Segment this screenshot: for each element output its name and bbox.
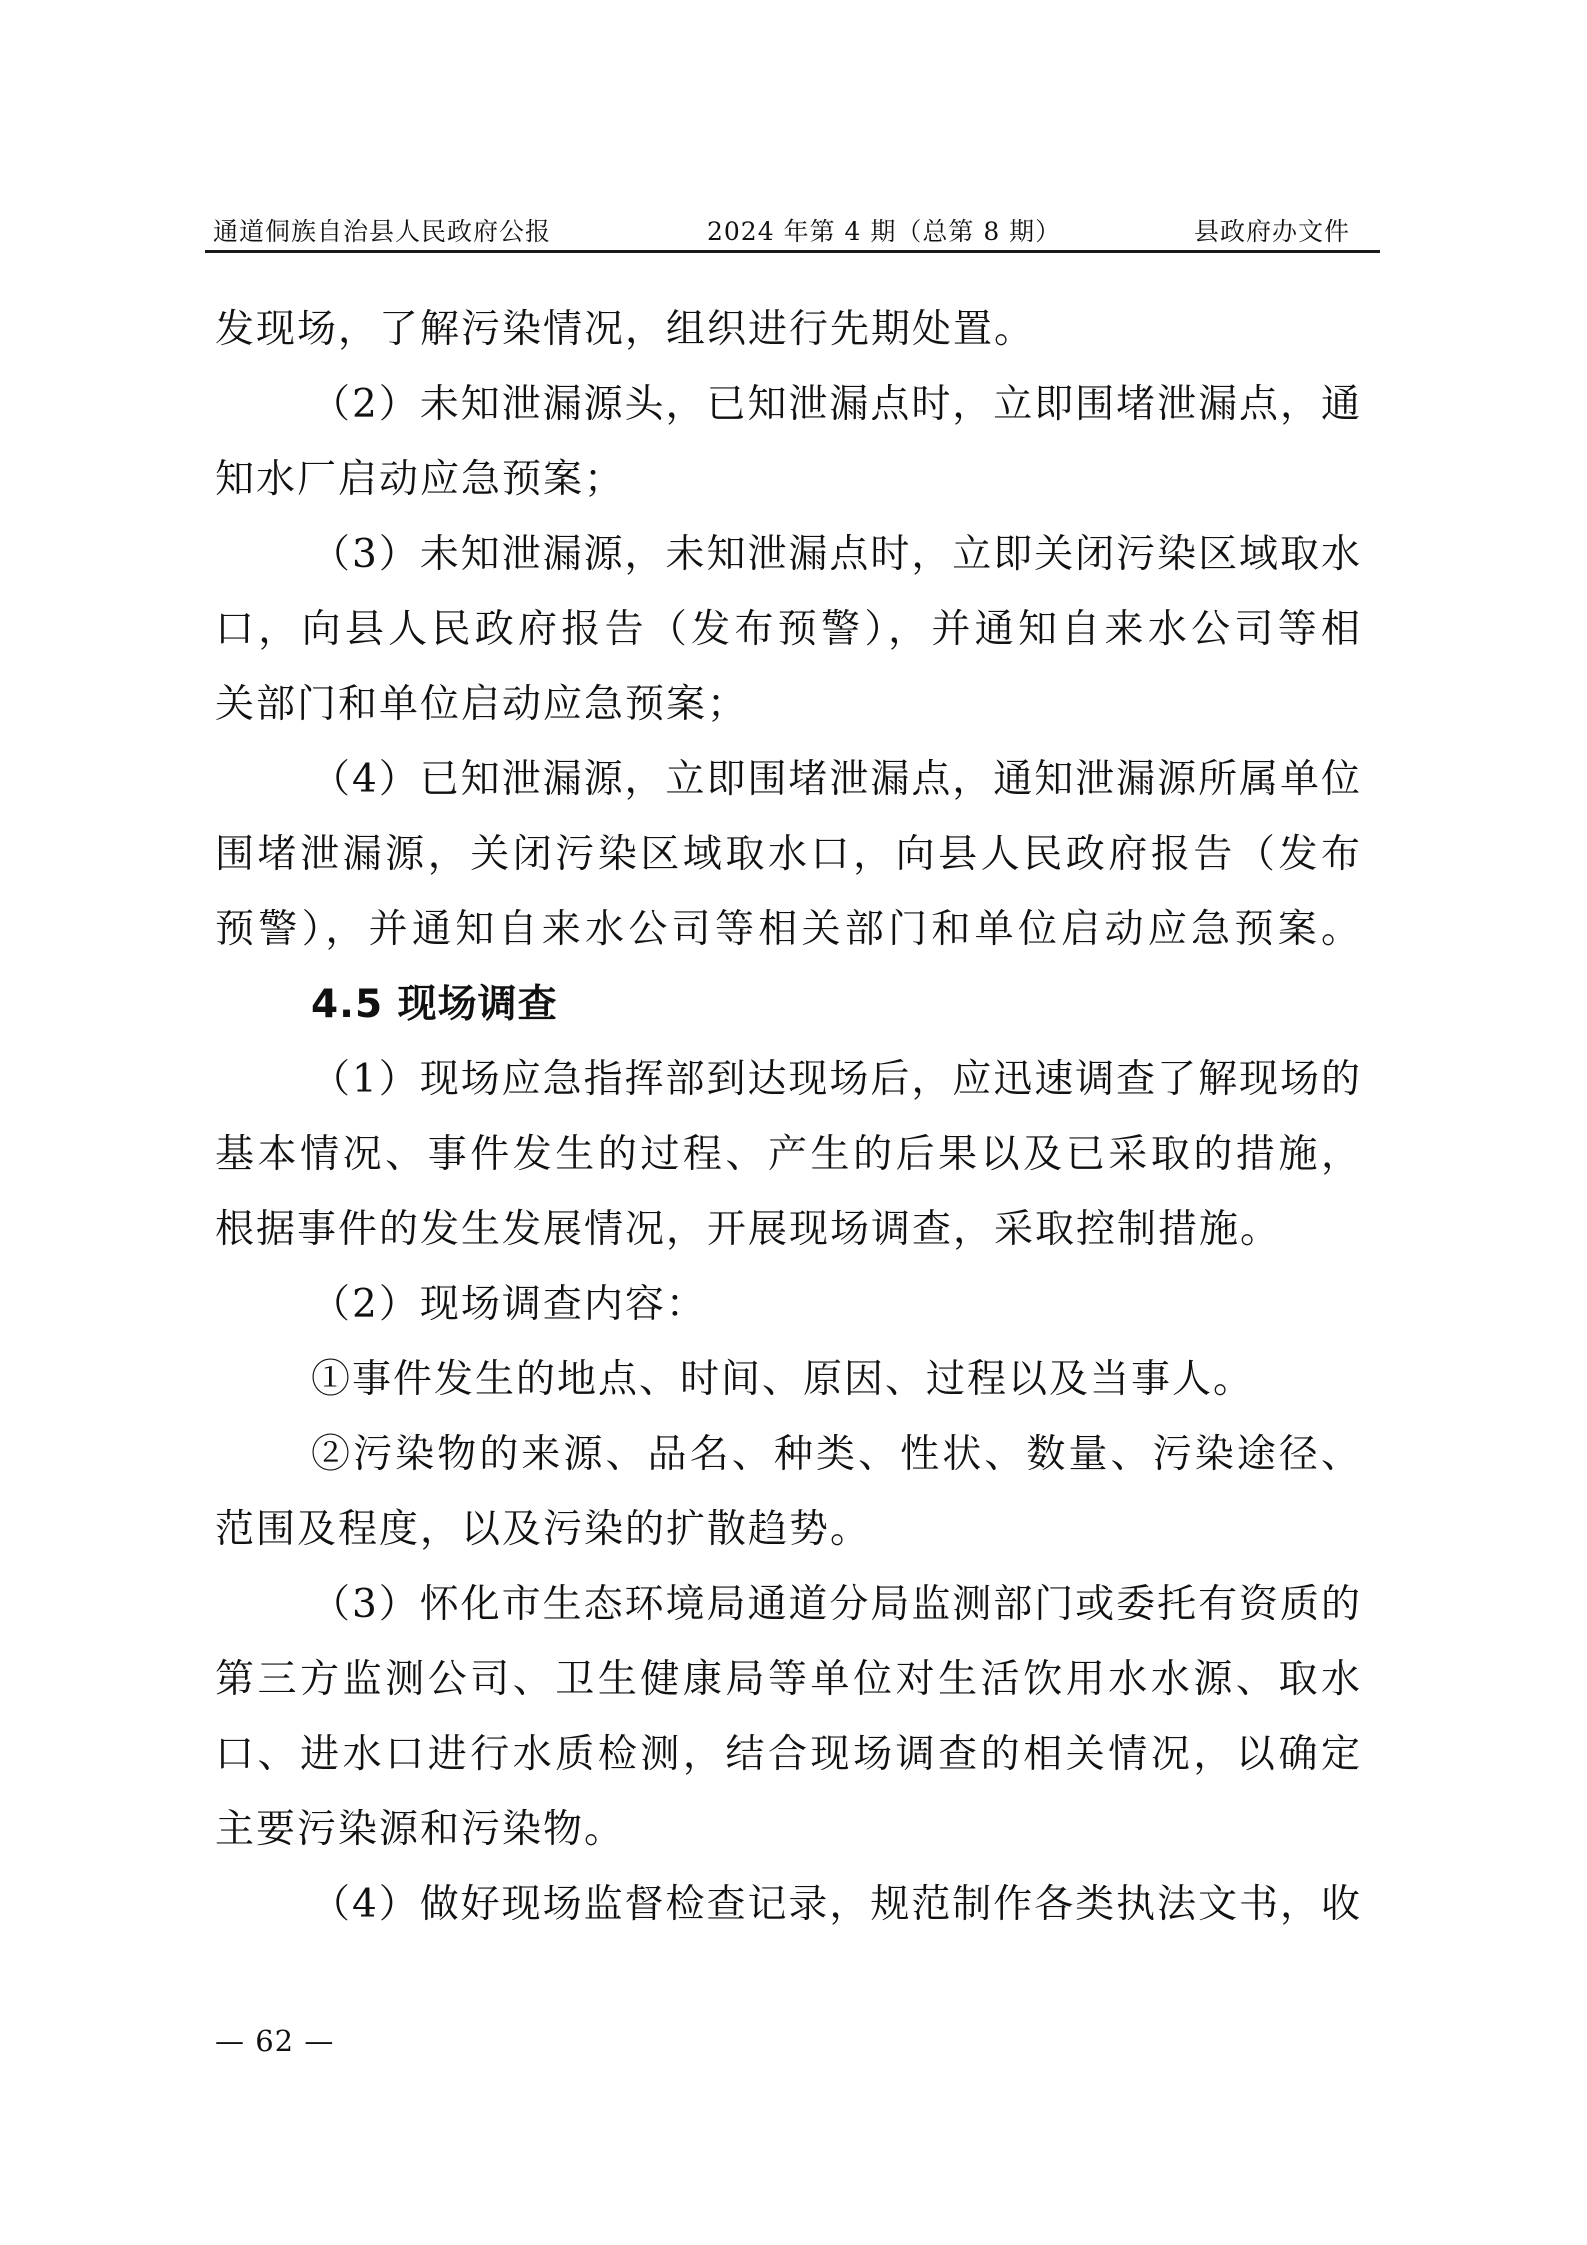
paragraph-line: 发现场，了解污染情况，组织进行先期处置。 (215, 307, 1036, 352)
paragraph-line: 口，向县人民政府报告（发布预警），并通知自来水公司等相 (215, 607, 1360, 652)
paragraph-line: 口、进水口进行水质检测，结合现场调查的相关情况，以确定 (215, 1732, 1360, 1777)
paragraph-line: 范围及程度，以及污染的扩散趋势。 (215, 1507, 872, 1552)
header-issue: 2024 年第 4 期（总第 8 期） (707, 217, 1062, 246)
paragraph-line: ②污染物的来源、品名、种类、性状、数量、污染途径、 (311, 1432, 1360, 1477)
paragraph-line: 主要污染源和污染物。 (215, 1807, 626, 1852)
page-header (205, 210, 1380, 253)
paragraph-line: （3）未知泄漏源，未知泄漏点时，立即关闭污染区域取水 (311, 532, 1360, 577)
paragraph-line: 基本情况、事件发生的过程、产生的后果以及已采取的措施， (215, 1132, 1360, 1177)
paragraph-line: ①事件发生的地点、时间、原因、过程以及当事人。 (311, 1357, 1255, 1402)
paragraph-line: （4）已知泄漏源，立即围堵泄漏点，通知泄漏源所属单位 (311, 757, 1360, 802)
header-publication-title: 通道侗族自治县人民政府公报 (213, 217, 552, 246)
paragraph-line: （4）做好现场监督检查记录，规范制作各类执法文书，收 (311, 1882, 1360, 1927)
paragraph-line: （2）现场调查内容： (311, 1282, 707, 1327)
paragraph-line: 知水厂启动应急预案； (215, 457, 626, 502)
paragraph-line: （2）未知泄漏源头，已知泄漏点时，立即围堵泄漏点，通 (311, 382, 1360, 427)
paragraph-line: 关部门和单位启动应急预案； (215, 682, 749, 727)
document-body (215, 292, 1360, 1942)
section-heading: 4.5 现场调查 (311, 982, 558, 1027)
header-section: 县政府办文件 (1193, 217, 1350, 246)
paragraph-line: 预警），并通知自来水公司等相关部门和单位启动应急预案。 (215, 907, 1360, 952)
paragraph-line: 围堵泄漏源，关闭污染区域取水口，向县人民政府报告（发布 (215, 832, 1360, 877)
page-number: — 62 — (215, 2024, 335, 2058)
paragraph-line: 第三方监测公司、卫生健康局等单位对生活饮用水水源、取水 (215, 1657, 1360, 1702)
paragraph-line: 根据事件的发生发展情况，开展现场调查，采取控制措施。 (215, 1207, 1282, 1252)
paragraph-line: （1）现场应急指挥部到达现场后，应迅速调查了解现场的 (311, 1057, 1360, 1102)
paragraph-line: （3）怀化市生态环境局通道分局监测部门或委托有资质的 (311, 1582, 1360, 1627)
